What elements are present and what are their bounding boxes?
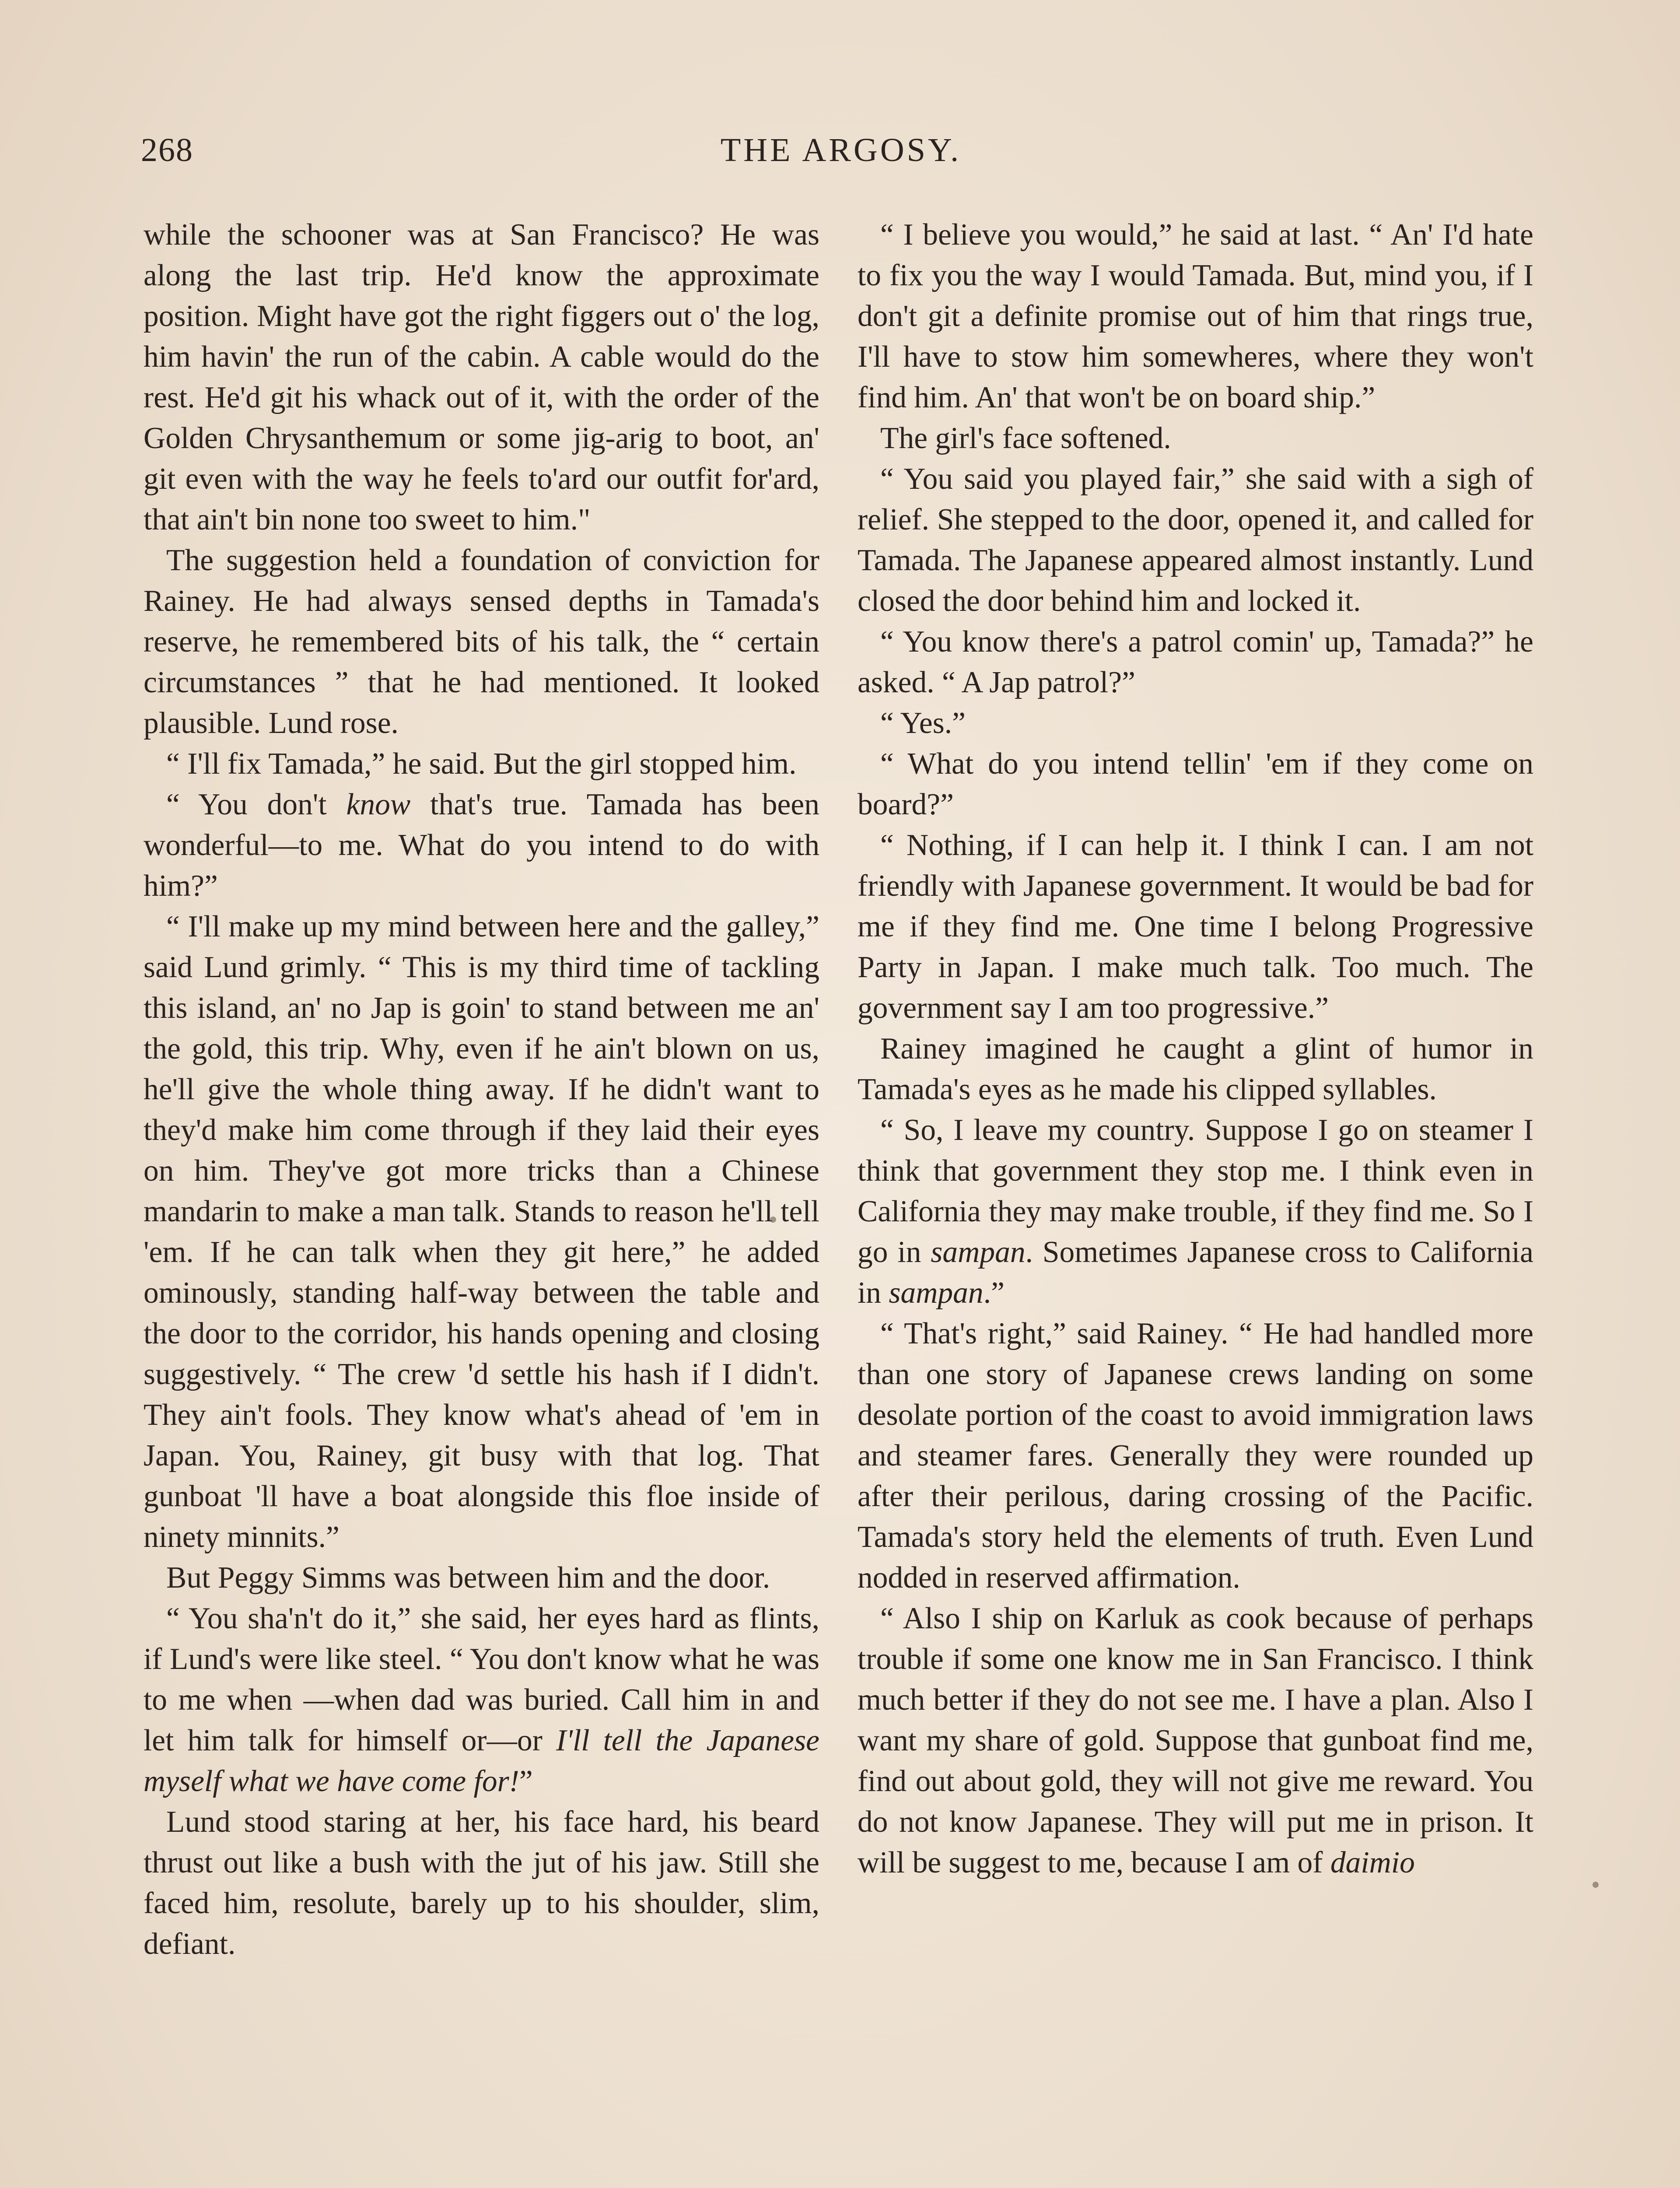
ink-speck xyxy=(1592,1882,1599,1888)
paragraph xyxy=(144,743,819,784)
paragraph-text: “ Nothing, if I can help it. I think I can. I am not friendly with Japanese government. It would be bad for me if they find me. One time I belong Progressive Party in Japan. I make much talk. Too much. The government say I am too progressive.” xyxy=(858,828,1533,1025)
italic-text: sampan xyxy=(889,1276,984,1310)
paragraph-text: The suggestion held a foundation of conviction for Rainey. He had always sensed depths in Tamada's reserve, he remembered bits of his talk, the “ certain circumstances ” that he had mentioned. It looked plausible. Lund rose. xyxy=(144,543,819,740)
paragraph-text: “ Also I ship on Karluk as cook because of perhaps trouble if some one know me in San Francisco. I think much better if they do not see me. I have a plan. Also I want my share of gold. Suppose that gunboat find me, find out about gold, they will not give me reward. You do not know Japanese. They will put me in prison. It will be suggest to me, because I am of xyxy=(858,1602,1533,1879)
paragraph xyxy=(858,1028,1533,1110)
paragraph-text: ” xyxy=(519,1764,533,1798)
paragraph xyxy=(144,784,819,906)
paragraph xyxy=(144,906,819,1557)
paragraph-text: Lund stood staring at her, his face hard, his beard thrust out like a bush with the jut of his jaw. Still she faced him, resolute, barely up to his shoulder, slim, defiant. xyxy=(144,1805,819,1961)
paragraph-text: “ I believe you would,” he said at last. “ An' I'd hate to fix you the way I would Tamada. But, mind you, if I don't git a definite promise out of him that rings true, I'll have to stow him somewheres, where they won't find him. An' that won't be on board ship.” xyxy=(858,218,1533,414)
paragraph xyxy=(858,1110,1533,1313)
italic-text: I'll tell the Japanese myself what we have come for! xyxy=(144,1724,820,1798)
paragraph-text: “ I'll fix Tamada,” he said. But the girl stopped him. xyxy=(166,747,797,781)
page-header xyxy=(141,131,1541,184)
italic-text: sampan xyxy=(931,1235,1026,1269)
paragraph-text: “ Yes.” xyxy=(880,706,966,740)
paragraph-text: . Sometimes Japanese cross to California in xyxy=(858,1235,1533,1310)
paragraph xyxy=(858,418,1533,459)
paragraph xyxy=(858,621,1533,703)
paragraph-text: “ That's right,” said Rainey. “ He had handled more than one story of Japanese crews landing on some desolate portion of the coast to avoid immigration laws and steamer fares. Generally they were rounded up after their perilous, daring crossing of the Pacific. Tamada's story held the elements of truth. Even Lund nodded in reserved affirmation. xyxy=(858,1317,1533,1595)
paragraph xyxy=(858,459,1533,621)
paragraph xyxy=(144,1557,819,1598)
text-column-left xyxy=(144,214,819,2188)
paragraph xyxy=(858,1598,1533,1883)
paragraph xyxy=(858,1313,1533,1598)
paragraph-text: .” xyxy=(983,1276,1004,1310)
paragraph xyxy=(858,214,1533,418)
paragraph-text: “ I'll make up my mind between here and the galley,” said Lund grimly. “ This is my third time of tackling this island, an' no Jap is goin' to stand between me an' the gold, this trip. Why, even if he ain't blown on us, he'll give the whole thing away. If he didn't want to they'd make him come through if they laid their eyes on him. They've got more tricks than a Chinese mandarin to make a man talk. Stands to reason he'll tell 'em. If he can talk when they git here,” he added ominously, standing half-way between the table and the door to the corridor, his hands opening and closing suggestively. “ The crew 'd settle his hash if I didn't. They ain't fools. They know what's ahead of 'em in Japan. You, Rainey, git busy with that log. That gunboat 'll have a boat alongside this floe inside of ninety minnits.” xyxy=(144,910,819,1554)
paragraph-text: “ You sha'n't do it,” she said, her eyes hard as flints, if Lund's were like steel. “ You don't know what he was to me when —when dad was buried. Call him in and let him talk for himself or—or xyxy=(144,1602,819,1757)
paragraph-text: Rainey imagined he caught a glint of humor in Tamada's eyes as he made his clipped syllables. xyxy=(858,1032,1533,1106)
paragraph-text: “ So, I leave my country. Suppose I go on steamer I think that government they stop me. I think even in California they may make trouble, if they find me. So I go in xyxy=(858,1113,1533,1269)
paragraph xyxy=(144,1598,819,1802)
paragraph-text: that's true. Tamada has been wonderful—to me. What do you intend to do with him?” xyxy=(144,788,819,903)
paragraph-text: “ You know there's a patrol comin' up, Tamada?” he asked. “ A Jap patrol?” xyxy=(858,625,1533,699)
paragraph-text: “ You said you played fair,” she said with a sigh of relief. She stepped to the door, opened it, and called for Tamada. The Japanese appeared almost instantly. Lund closed the door behind him and locked it. xyxy=(858,462,1533,618)
paragraph-text: “ What do you intend tellin' 'em if they come on board?” xyxy=(858,747,1533,821)
italic-text: know xyxy=(346,788,411,821)
paragraph-text: while the schooner was at San Francisco? He was along the last trip. He'd know the approximate position. Might have got the right figgers out o' the log, him havin' the run of the cabin. A cable would do the rest. He'd git his whack out of it, with the order of the Golden Chrysanthemum or some jig-arig to boot, an' git even with the way he feels to'ard our outfit for'ard, that ain't bin none too sweet to him." xyxy=(144,218,819,536)
page-number: 268 xyxy=(141,132,193,168)
paragraph-text: But Peggy Simms was between him and the door. xyxy=(166,1561,770,1595)
running-head: THE ARGOSY. xyxy=(720,132,962,168)
paragraph-text: The girl's face softened. xyxy=(880,421,1171,455)
text-column-right xyxy=(858,214,1533,2188)
paragraph xyxy=(144,1802,819,1964)
paragraph-text: “ You don't xyxy=(166,788,346,821)
italic-text: daimio xyxy=(1330,1846,1415,1879)
paragraph xyxy=(858,825,1533,1028)
paragraph xyxy=(144,214,819,540)
paragraph xyxy=(858,743,1533,825)
paragraph xyxy=(144,540,819,743)
paragraph xyxy=(858,703,1533,743)
